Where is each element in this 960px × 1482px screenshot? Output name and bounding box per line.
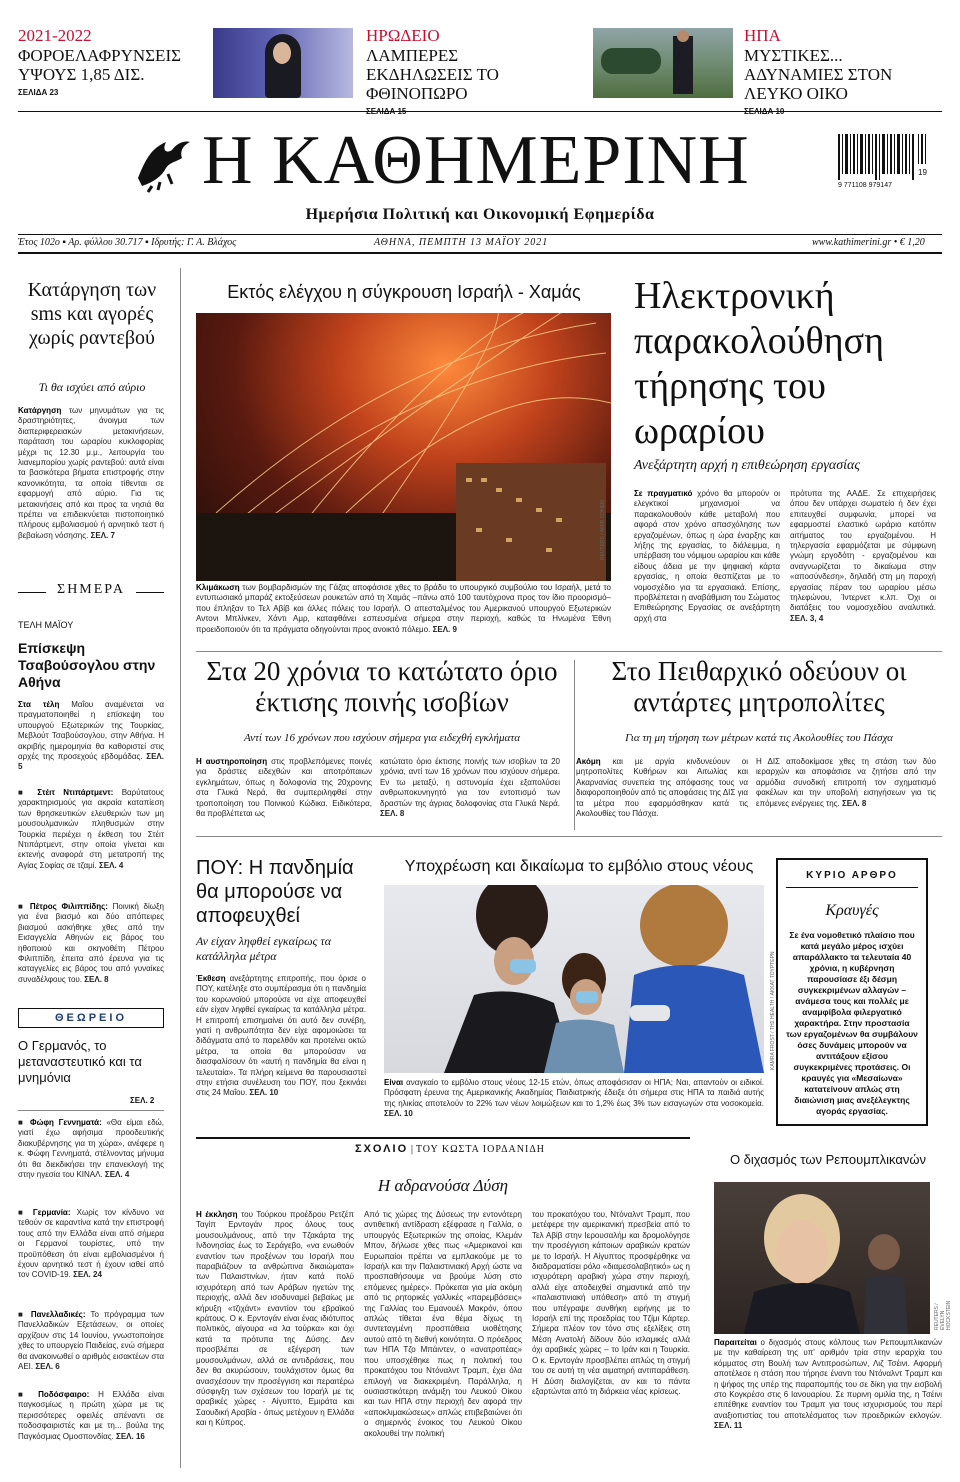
visit-body [18, 700, 164, 773]
minimum-text-2: κατώτατο όριο έκτισης ποινής των ισοβίων τα 20 χρόνια, αντί των 16 χρόνων που ισχύουν σήμερα. Εν τω μεταξύ, η αστυνομία έχει εξαπολύσει ανθρωποκυνηγητό για τον εντοπισμό των δραστών της άγριας δολοφονίας στα Γλυκά Νερά. [380, 757, 560, 808]
teaser-kicker: ΗΠΑ [744, 26, 781, 45]
minimum-headline[interactable]: Στα 20 χρόνια το κατώτατο όριο έκτισης ποινής ισοβίων [206, 656, 558, 717]
israel-photo [196, 313, 611, 581]
teaser-kicker: ΗΡΩΔΕΙΟ [366, 26, 440, 45]
column-rule [180, 268, 181, 1468]
minimum-ref[interactable]: ΣΕΛ. 8 [380, 809, 405, 819]
divider [196, 836, 942, 837]
sms-ref[interactable]: ΣΕΛ. 7 [90, 530, 115, 540]
divider [18, 252, 942, 254]
divider [196, 1137, 690, 1139]
bullet-ref[interactable]: ΣΕΛ. 16 [116, 1431, 145, 1441]
minimum-lead: Η αυστηροποίηση [196, 757, 268, 766]
israel-caption [196, 583, 611, 635]
divider [18, 111, 942, 112]
today-label: ΣΗΜΕΡΑ [46, 582, 136, 598]
comment-text-3: του προκατόχου του, Ντόναλντ Τραμπ, που μετέφερε την αμερικανική πρεσβεία από το Τελ Αβίβ στην Ιερουσαλήμ και δρομολόγησε την προσέγγιση κάποιων αραβικών κρατών με το Ισραήλ. Η Αίγυπτος προσφέρθηκε να διαδραματίσει ρόλο «διαμεσολαβητικό» ως η ισχυρότερη αραβική χώρα στην περιοχή, αλλά είχε αποδειχθεί σημαντικά από την «παλαιστινιακή υπόθεση» από τη στιγμή που υπέγραψε συνθήκη ειρήνης με το Ισραήλ επί της προεδρίας του Τζίμι Κάρτερ. Σήμερα πλέον τον τόνο στις εξελίξεις στη Μέση Ανατολή δίδουν δύο ισλαμικές αλλά όχι αραβικές χώρες – το Ιράν και η Τουρκία. Ο κ. Ερντογάν προσβλέπει απλώς τη στιγμή του σε αυτή τη νέα αιματηρή αντιπαράθεση. Η Δύση διαλογίζεται, αν και το πάντα εξαρτώνται από τη διάρκεια νέας κρίσεως. [532, 1210, 690, 1396]
teaser-title: ΦΟΡΟΕΛΑΦΡΥΝΣΕΙΣ ΥΨΟΥΣ 1,85 ΔΙΣ. [18, 46, 181, 84]
israel-text: των βομβαρδισμών της Γάζας αποφάσισε χθες το βράδυ το υπουργικό συμβούλιο του Ισραήλ, μετά το εντυπωσιακό μπαράζ εκτοξεύσεων ρουκετών από τη Χαμάς –πάνω από 100 ταυτόχρονα προς τον ίδιο προορισμό– που έπληξαν το Τελ Αβίβ και άλλες πόλεις του Ισραήλ. Ο απεσταλμένος του Αμερικανού υπουργού Εξωτερικών Αντονι Μπλίνκεν, Χάντι Αμρ, καταφθάνει εσπευσμένα σήμερα στην περιοχή, καθώς τα Ηνωμένα Έθνη προειδοποιούν ότι τα πράγματα οδηγούνται προς ανοικτό πόλεμο. [196, 583, 611, 634]
bullet-lead: Γερμανία: [32, 1208, 71, 1217]
visit-lead: Στα τέλη [18, 700, 60, 709]
masthead-subtitle: Ημερήσια Πολιτική και Οικονομική Εφημερίδα [305, 206, 655, 223]
republicans-headline[interactable]: Ο διχασμός των Ρεπουμπλικανών [729, 1152, 927, 1167]
bullet-lead: Φώφη Γεννηματά: [30, 1118, 102, 1127]
metropolitans-col2 [756, 757, 936, 809]
divider [18, 1110, 164, 1111]
teaser-kicker: 2021-2022 [18, 26, 92, 45]
today-date: ΤΕΛΗ ΜΑΪΟΥ [18, 620, 74, 630]
comment-col2 [364, 1210, 522, 1439]
sms-lead: Κατάργηση [18, 406, 62, 415]
sms-text: των μηνυμάτων για τις δραστηριότητες, άνοιγμα των διαπεριφερειακών μετακινήσεων, παράταση του ωραρίου κυκλοφορίας μέχρι τις 12.30 μ.μ., λειτουργία του λιανεμπορίου χωρίς ραντεβού: αυτά είναι τα βασικότερα βήματα επιστροφής στην κανονικότητα, τα οποία τίθενται σε εφαρμογή από αύριο. Για τις μετακινήσεις από και προς τα νησιά θα πρέπει να επιδεικνύεται πιστοποιητικό πλήρους εμβολιασμού ή αρνητικό τεστ ή βεβαίωση νόσησης. [18, 406, 164, 540]
bullet-lead: Πέτρος Φιλιππίδης: [29, 902, 108, 911]
today-header [18, 582, 164, 604]
monitoring-headline[interactable]: Ηλεκτρονική παρακολούθηση τήρησης του ωραρίου [634, 275, 884, 452]
monitoring-col2 [790, 489, 936, 624]
germanos-ref[interactable]: ΣΕΛ. 2 [130, 1096, 155, 1105]
who-body [196, 974, 366, 1099]
monitoring-text-2: πρότυπα της ΑΑΔΕ. Σε επιχειρήσεις όπου δεν υπάρχει σωματείο ή δεν έχει επιτευχθεί συμφωνία, μπορεί να εφαρμοστεί ελαστικό ωράριο κατόπιν αιτήματος του εργαζομένου. Η τηλεργασία εφαρμόζεται με σύμφωνη γνώμη εργοδότη - εργαζομένου και αναγνωρίζεται το δικαίωμα στην «αποσύνδεση», δηλαδή στη μη παροχή εργασίας πέραν του ωραρίου μέσω τηλεφώνου, Ίντερνετ κ.λπ. Όχι οι διατάξεις του νομοσχεδίου αναλυτικά. [790, 489, 936, 613]
teaser-page: ΣΕΛΙΔΑ 23 [18, 88, 59, 97]
barcode [838, 134, 930, 190]
barcode-number: 9 771108 979147 [838, 182, 892, 189]
comment-header: ΣΧΟΛΙΟ | ΤΟΥ ΚΩΣΤΑ ΙΟΡΔΑΝΙΔΗ [354, 1143, 545, 1155]
who-text: ανεξάρτητης επιτροπής, που όρισε ο ΠΟΥ, κατέληξε στο συμπέρασμα ότι η πανδημία του κορωνοϊού μπορούσε να είχε αποφευχθεί εάν είχαν ληφθεί εγκαίρως τα κατάλληλα μέτρα. Η επιτροπή επισημαίνει ότι αυτό δεν συνέβη, γιατί η ανθρωπότητα δεν είχε αφομοιώσει τα διδάγματα από το παρελθόν και προτείνει οκτώ μέτρα, τα οποία θα μπορούσαν να διασφαλίσουν ότι «αυτή η πανδημία θα είναι η τελευταία». Τα πλήρη κείμενα θα παρουσιαστεί στην ετήσια συνέλευση του ΠΟΥ, που ξεκινάει στις 24 Μαΐου. [196, 974, 366, 1098]
teaser-herodeion[interactable] [366, 26, 566, 116]
metropolitans-headline[interactable]: Στο Πειθαρχικό οδεύουν οι αντάρτες μητροπολίτες [611, 656, 907, 717]
visit-ref[interactable]: ΣΕΛ. 5 [18, 752, 164, 772]
sms-body [18, 406, 164, 541]
bullet-ref[interactable]: ΣΕΛ. 24 [73, 1270, 102, 1280]
republicans-caption [714, 1338, 942, 1432]
column-rule [574, 660, 575, 830]
bullet-text: Χωρίς τον κίνδυνο να τεθούν σε καραντίνα κατά την επιστροφή τους από την Ελλάδα είναι από σήμερα οι Γερμανοί τουρίστες, υπό την προϋπόθεση ότι είναι εμβολιασμένοι ή έχουν αρνητικό τεστ ή έχουν ιαθεί από τον COVID-19. [18, 1208, 165, 1280]
editorial-body: Σε ένα νομοθετικό πλαίσιο που κατά μεγάλο μέρος ισχύει απαράλλακτο τα τελευταία 40 χρόνια, η κυβέρνηση παρουσίασε έξι δέσμη συγκεκριμένων αλλαγών – ανάμεσα τους και πολλές με αναμφίβολα φιλεργατικό χαρακτήρα. Στην προστασία των εργαζομένων θα συμβάλουν όσες δυνάμεις μπορούν να αντιτάξουν εξίσου συγκεκριμένες προτάσεις. Οι κραυγές για «Μεσαίωνα» κατατείνουν απλώς στη διαιώνιση μιας ανεξέλεγκτης αγοράς εργασίας. [786, 930, 918, 1116]
who-headline[interactable]: ΠΟΥ: Η πανδημία θα μπορούσε να αποφευχθεί [196, 857, 354, 927]
bullet-ref[interactable]: ΣΕΛ. 8 [84, 974, 109, 984]
teaser-title: ΛΑΜΠΕΡΕΣ ΕΚΔΗΛΩΣΕΙΣ ΤΟ ΦΘΙΝΟΠΩΡΟ [366, 46, 499, 103]
issue-date: ΑΘΗΝΑ, ΠΕΜΠΤΗ 13 ΜΑΪΟΥ 2021 [374, 237, 549, 248]
logo-griffin-icon [132, 128, 194, 194]
who-lead: Έκθεση [196, 974, 226, 983]
teaser-taxes[interactable] [18, 26, 218, 97]
vaccine-ref[interactable]: ΣΕΛ. 10 [384, 1109, 413, 1119]
comment-lead: Η έκκληση [196, 1210, 238, 1219]
republicans-lead: Παραιτείται [714, 1338, 757, 1347]
photo-credit: KAMRA FROST / ΤΗΣ HEALTH / ΑΚΚΑΤ ΤΟΥΡΤΕΡΝ [770, 951, 776, 1070]
monitoring-text: χρόνο θα μπορούν οι ελεγκτικοί μηχανισμοί να παρακολουθούν κάθε μεταβολή που αφορά στον χρόνο απασχόλησης των εργαζομένων, όπως η ώρα έναρξης και λήξης της εργασίας, το διάλειμμα, η υπέρβαση του νόμιμου ωραρίου και κάθε είδους άδεια με την ψηφιακή κάρτα εργασίας, η οποία θεσπίζεται με το νομοσχέδιο για τα εργασιακά. Επίσης, προβλέπεται η αναβάθμιση του Σώματος Επιθεώρησης Εργασίας σε ανεξάρτητη αρχή στα [634, 489, 780, 623]
comment-label: ΣΧΟΛΙΟ [354, 1143, 409, 1155]
photo-credit: REUTERS / AMIR COHEN [600, 500, 606, 560]
barcode-issue: 19 [918, 168, 927, 177]
metropolitans-subtitle: Για τη μη τήρηση των μέτρων κατά τις Ακολουθίες του Πάσχα [625, 732, 893, 744]
republicans-ref[interactable]: ΣΕΛ. 11 [714, 1421, 743, 1431]
issue-info: Έτος 102ο ▪ Αρ. φύλλου 30.717 ▪ Ιδρυτής: Γ. Α. Βλάχος [18, 237, 237, 248]
israel-lead: Κλιμάκωση [196, 583, 240, 592]
vaccine-photo [384, 885, 764, 1073]
who-subtitle: Αν είχαν ληφθεί εγκαίρως τα κατάλληλα μέτρα [196, 934, 331, 963]
israel-headline[interactable]: Εκτός ελέγχου η σύγκρουση Ισραήλ - Χαμάς [227, 282, 581, 302]
germanos-headline[interactable]: Ο Γερμανός, το μεταναστευτικό και τα μνημόνια [18, 1038, 142, 1085]
comment-text-2: Από τις χώρες της Δύσεως την εντονότερη αντιθετική αντίδραση εξέφρασε η Γαλλία, ο υπουργός Εξωτερικών της οποίας, Κλεμάν Μπον, δήλωσε χθες πως «Αμερικανοί και Ευρωπαίοι πρέπει να εμπλακούμε με το Ισραήλ και την Παλαιστινιακή Αρχή ώστε να προσπαθήσουμε να βρούμε λύση στο επόμενες ημέρες». Πρόκειται για μία ακόμη από τις ρητορικές γαλλικές «παρεμβάσεις» της Γαλλίας του Εμανουέλ Μακρόν, όπου απλώς τίθεται ένα θέμα δίχως τη συντεταγμένη προσπάθεια υιοθέτησης αυτού από τη διεθνή κοινότητα. Ο πρόεδρος των ΗΠΑ Τζο Μπάιντεν, ο «ανατροπέας» που υποσχέθηκε πως η πολιτική του προκατόχου του Ντόναλντ Τραμπ, έχει όλα επιλογή να διακεκριμένη. Παράλληλα, η ουσιαστικότερη ανάμιξη του Λευκού Οίκου και των ΗΠΑ στην περιοχή δεν αφορά την «αποκλιμακώσεως» απλώς επιβεβαιώνει ότι ο σημερινός ένοικος του Λευκού Οίκου ακολουθεί την πολιτική [364, 1210, 522, 1438]
bullet-item: ■ Πανελλαδικές: Το πρόγραμμα των Πανελλαδικών Εξετάσεων, οι οποίες αρχίζουν στις 14 Ιουνίου, γνωστοποίησε χθες το υπουργείο Παιδείας, ενώ σήμερα θα ανακοινωθεί ο αριθμός εισακτέων στα ΑΕΙ. ΣΕΛ. 6 [18, 1310, 165, 1372]
bullet-text: Βαρύτατους χαρακτηρισμούς για ακραία καταπίεση των θρησκευτικών ελευθεριών των μη μουσουλμανικών πληθυσμών στην Τουρκία περιέχει η έκθεση του Στέιτ Ντιπάρτμεντ, στην οποία γίνεται και εκτενής αναφορά στη μετατροπή της Αγίας Σοφίας σε τζαμί. [18, 788, 164, 870]
editorial-box [776, 858, 928, 1126]
bullet-item: ■ Ποδόσφαιρο: Η Ελλάδα είναι παγκοσμίως η πρώτη χώρα με τις περισσότερες οφειλές απέναντι σε ποδοσφαιριστές και με τη... βούλα της Παγκόσμιας Ομοσπονδίας. ΣΕΛ. 16 [18, 1390, 165, 1441]
metropolitans-text: και με αργία κινδυνεύουν οι μητροπολίτες Κυθήρων και Αιτωλίας και Ακαρνανίας συνεπεία της απόφασης τους να διαφοροποιηθούν από τις αποφάσεις της ΔΙΣ για τα μέτρα που εφαρμόσθηκαν κατά τις Ακολουθίες του Πάσχα. [576, 757, 749, 819]
visit-text: Μαΐου αναμένεται να πραγματοποιηθεί η επίσκεψη του υπουργού Εξωτερικών της Τουρκίας, Μεβλούτ Τσαβούσογλου, στην Αθήνα. Η ακριβής ημερομηνία θα καθοριστεί στις αρχές της προσεχούς εβδομάδας. [18, 700, 164, 762]
editorial-label: ΚΥΡΙΟ ΑΡΘΡΟ [786, 870, 918, 888]
bullet-ref[interactable]: ΣΕΛ. 4 [98, 860, 124, 870]
vaccine-text: αναγκαίο το εμβόλιο στους νέους 12-15 ετών, όπως αποφάσισαν οι ΗΠΑ; Ναι, απαντούν οι ειδικοί. Πρόσφατη έρευνα της Αμερικανικής Ακαδημίας Παιδιατρικής έδειξε ότι σήμερα στις ΗΠΑ τα παιδιά αυτής της ηλικίας αποτελούν το 22% των νέων λοιμώξεων και το 1,2% έως 3% των εισαγωγών στα νοσοκομεία. [384, 1078, 764, 1108]
vaccine-lead: Είναι [384, 1078, 404, 1087]
bullet-ref[interactable]: ΣΕΛ. 6 [35, 1362, 60, 1372]
sms-headline[interactable]: Κατάργηση των sms και αγορές χωρίς ραντεβού [27, 279, 157, 349]
white-house-photo [593, 28, 733, 98]
divider [18, 234, 942, 235]
bullet-item: ■ Στέιτ Ντιπάρτμεντ: Βαρύτατους χαρακτηρισμούς για ακραία καταπίεση των θρησκευτικών ελευθεριών των μη μουσουλμανικών πληθυσμών στην Τουρκία περιέχει η έκθεση του Στέιτ Ντιπάρτμεντ, στην οποία γίνεται και εκτενής αναφορά στη μετατροπή της Αγίας Σοφίας σε τζαμί. ΣΕΛ. 4 [18, 788, 164, 870]
editorial-title[interactable]: Κραυγές [825, 902, 879, 919]
metropolitans-ref[interactable]: ΣΕΛ. 8 [841, 798, 867, 808]
bullet-text: «Θα είμαι εδώ, γιατί έχω αφήσιμα προοδευτικής διακυβέρνησης για τη χώρα», ανέφερε η κ. Φώφη Γεννηματά, στέλνοντας μήνυμα ότι θα διεκδικήσει την επανεκλογή της στην ηγεσία του ΚΙΝΑΛ. [18, 1118, 164, 1180]
bullet-lead: Στέιτ Ντιπάρτμεντ: [37, 788, 114, 797]
republicans-text: ο διχασμός στους κόλπους των Ρεπουμπλικανών με την καθαίρεση της υπ' αριθμόν τρία στην ιεραρχία του κόμματος στη Βουλή των Αντιπροσώπων, Λιζ Τσέινι. Αφορμή αποτέλεσε η στάση που τήρησε έναντι του Ντόναλντ Τραμπ και η ψήφος της υπέρ της παραπομπής του σε δίκη για την εισβολή στο Κογκρέσο στις 6 Ιανουαρίου. Σε πυρινη ομιλία της, η Τσέινι επιτέθηκε εναντίον του Τραμπ για τους ισχυρισμούς του περί αναξιοπιστίας του αποτελέσματος των προεδρικών εκλογών. [714, 1338, 942, 1420]
visit-headline[interactable]: Επίσκεψη Τσαβούσογλου στην Αθήνα [18, 640, 156, 690]
theoreio-label: ΘΕΩΡΕΙΟ [18, 1008, 164, 1028]
metropolitans-lead: Ακόμη [576, 757, 601, 766]
teaser-title: ΜΥΣΤΙΚΕΣ... ΑΔΥΝΑΜΙΕΣ ΣΤΟΝ ΛΕΥΚΟ ΟΙΚΟ [744, 46, 893, 103]
minimum-col1 [196, 757, 372, 819]
who-ref[interactable]: ΣΕΛ. 10 [249, 1088, 279, 1098]
bullet-text: Η Ελλάδα είναι παγκοσμίως η πρώτη χώρα με τις περισσότερες οφειλές απέναντι σε ποδοσφαιριστές και με τη... βούλα της Παγκόσμιας Ομοσπονδίας. [18, 1390, 165, 1441]
website-price: www.kathimerini.gr • € 1,20 [812, 237, 925, 248]
bullet-ref[interactable]: ΣΕΛ. 4 [104, 1170, 130, 1180]
masthead-title: Η ΚΑΘΗΜΕΡΙΝΗ [202, 122, 750, 199]
metropolitans-col1 [576, 757, 748, 819]
bullet-item: ■ Γερμανία: Χωρίς τον κίνδυνο να τεθούν σε καραντίνα κατά την επιστροφή τους από την Ελλάδα είναι από σήμερα οι Γερμανοί τουρίστες, υπό την προϋπόθεση ότι είναι εμβολιασμένοι ή έχουν αρνητικό τεστ ή έχουν ιαθεί από τον COVID-19. ΣΕΛ. 24 [18, 1208, 165, 1280]
herodeion-photo [213, 28, 353, 98]
minimum-text: στις προβλεπόμενες ποινές για δράστες ειδεχθών και αποτρόπαιων εγκλημάτων, όπως η δολοφονία της 20χρονης στα Γλυκά Νερά, θα συμπεριληφθεί στην τροποποίηση του Ποινικού Κώδικα. Ειδικότερα, θα προβλέπεται ως [196, 757, 372, 819]
comment-col1 [196, 1210, 354, 1429]
republicans-photo [714, 1182, 930, 1334]
comment-col3 [532, 1210, 690, 1397]
comment-text-1: του Τούρκου προέδρου Ρετζέπ Ταγίπ Ερντογάν προς όλους τους μουσουλμάνους, από την Τζακάρτα της Ινδονησίας έως το Σεράγεβο, «να ενωθούν εναντίον των προξένων του Ισραήλ που παραβιάζουν τα ανθρώπινα δικαιώματα» των Παλαιστινίων, ήταν κατά πολύ ισχυρότερη από των Αράβων ηγετών της περιοχής, αλλά δεν ισοδυναμεί βεβαίως με κήρυξη «τζιχάντ» εναντίον του εβραϊκού κράτους. Ο κ. Ερντογάν είναι ένας ιδιότυπος πολιτικός, αίγουρα «α λα τούρκα» και όχι κατά τα πρότυπα της Δύσης. Δεν προσβλέπει σε εξέγερση των μουσουλμάνων, αλλά σε αντιδράσεις, που δεν θα ακυρώσουν, τουλάχιστον όμως θα ανασχέσουν την προσέγγιση και περαιτέρω σύσφιγξη των σχέσεων του Ισραήλ με τις αραβικές χώρες - Αίγυπτο, Εμιράτα και Σαουδική Αραβία - όπως μετέχουν η Ελλάδα και η Κύπρος. [196, 1210, 355, 1428]
monitoring-ref[interactable]: ΣΕΛ. 3, 4 [790, 613, 824, 623]
bullet-text: Το πρόγραμμα των Πανελλαδικών Εξετάσεων, οι οποίες αρχίζουν στις 14 Ιουνίου, γνωστοποίησε χθες το υπουργείο Παιδείας, ενώ σήμερα θα ανακοινωθεί ο αριθμός εισακτέων στα ΑΕΙ. [18, 1310, 165, 1372]
comment-author: ΤΟΥ ΚΩΣΤΑ ΙΟΡΔΑΝΙΔΗ [415, 1144, 545, 1155]
monitoring-lead: Σε πραγματικό [634, 489, 693, 498]
minimum-subtitle: Αντί των 16 χρόνων που ισχύουν σήμερα για ειδεχθή εγκλήματα [243, 732, 520, 744]
israel-ref[interactable]: ΣΕΛ. 9 [432, 624, 457, 634]
divider [196, 651, 942, 652]
vaccine-headline[interactable]: Υποχρέωση και δικαίωμα το εμβόλιο στους νέους [404, 858, 754, 875]
bullet-lead: Πανελλαδικές: [30, 1310, 86, 1319]
vaccine-caption [384, 1078, 764, 1120]
monitoring-col1 [634, 489, 780, 624]
bullet-lead: Ποδόσφαιρο: [38, 1390, 90, 1399]
comment-title[interactable]: Η αδρανούσα Δύση [377, 1176, 509, 1195]
monitoring-subtitle: Ανεξάρτητη αρχή η επιθεώρηση εργασίας [634, 458, 861, 473]
teaser-usa[interactable] [744, 26, 944, 116]
metropolitans-text-2: Η ΔΙΣ αποδοκίμασε χθες τη στάση των δύο ιεραρχών και αποφάσισε να ζητήσει από την αρμόδια συνοδική επιτροπή τον σχηματισμό φακέλων και την υποβολή εισηγήσεων για τις επόμενες ενέργειες της. [756, 757, 936, 808]
bullet-text: Ποινική δίωξη για ένα βιασμό και δύο απόπειρες βιασμού ασκήθηκε χθες από την Εισαγγελία Αθηνών εις βάρος του ηθοποιού και σκηνοθέτη Πέτρου Φιλιππίδη, έπειτα από έρευνα για τις καταγγελίες εις βάρος του από γυναίκες συναδέλφους του. [18, 902, 164, 984]
bullet-item: ■ Πέτρος Φιλιππίδης: Ποινική δίωξη για ένα βιασμό και δύο απόπειρες βιασμού ασκήθηκε χθες από την Εισαγγελία Αθηνών εις βάρος του ηθοποιού και σκηνοθέτη Πέτρου Φιλιππίδη, έπειτα από έρευνα για τις καταγγελίες εις βάρος του από γυναίκες συναδέλφους του. ΣΕΛ. 8 [18, 902, 164, 984]
minimum-col2 [380, 757, 560, 819]
sms-subtitle: Τι θα ισχύει από αύριο [38, 380, 146, 394]
bullet-item: ■ Φώφη Γεννηματά: «Θα είμαι εδώ, γιατί έχω αφήσιμα προοδευτικής διακυβέρνησης για τη χώρα», ανέφερε η κ. Φώφη Γεννηματά, στέλνοντας μήνυμα ότι θα διεκδικήσει την επανεκλογή της στην ηγεσία του ΚΙΝΑΛ. ΣΕΛ. 4 [18, 1118, 164, 1180]
photo-credit: REUTERS / EVELYN HOCKSTEIN [934, 1300, 952, 1330]
